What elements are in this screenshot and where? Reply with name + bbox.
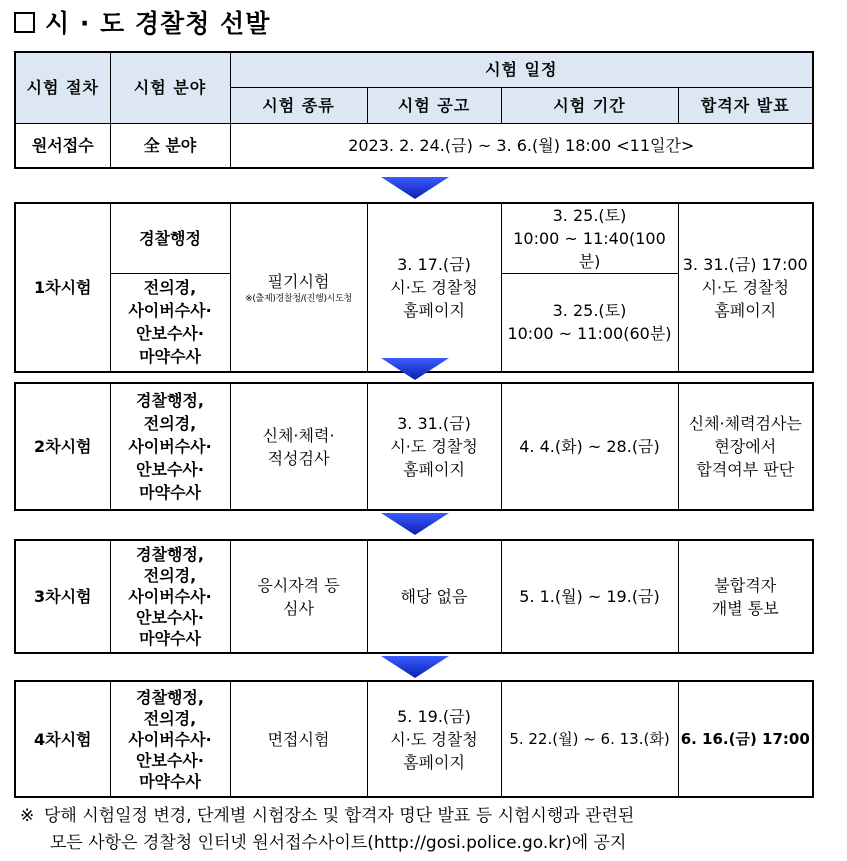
stage1-type: 필기시험 ※(출제)경찰청/(진행)시도청 (230, 203, 367, 372)
header-field: 시험 분야 (110, 52, 230, 123)
stage1-type-note: ※(출제)경찰청/(진행)시도청 (245, 293, 352, 304)
stage1-field-b: 전의경, 사이버수사· 안보수사· 마약수사 (110, 274, 230, 372)
header-schedule: 시험 일정 (230, 52, 813, 87)
stage3-notice: 해당 없음 (367, 540, 501, 653)
stage4-type: 면접시험 (230, 681, 367, 797)
stage3-table (14, 539, 814, 654)
stage3-type: 응시자격 등 심사 (230, 540, 367, 653)
stage4-label: 4차시험 (15, 681, 110, 797)
footnote-mark: ※ (20, 806, 35, 826)
stage4-period: 5. 22.(월) ~ 6. 13.(화) (501, 681, 678, 797)
schedule-header-table (14, 51, 814, 169)
stage4-notice: 5. 19.(금) 시·도 경찰청 홈페이지 (367, 681, 501, 797)
header-announce: 합격자 발표 (678, 87, 813, 123)
application-period: 2023. 2. 24.(금) ~ 3. 6.(월) 18:00 <11일간> (230, 123, 813, 168)
stage3-announce: 불합격자 개별 통보 (678, 540, 813, 653)
stage1-announce: 3. 31.(금) 17:00 시·도 경찰청 홈페이지 (678, 203, 813, 372)
footnote-line2: 모든 사항은 경찰청 인터넷 원서접수사이트(http://gosi.police.go.kr)에 공지 (50, 833, 627, 853)
stage3-field: 경찰행정, 전의경, 사이버수사· 안보수사· 마약수사 (110, 540, 230, 653)
header-procedure: 시험 절차 (15, 52, 110, 123)
stage1-field-a: 경찰행정 (110, 203, 230, 274)
stage2-label: 2차시험 (15, 383, 110, 510)
stage1-notice: 3. 17.(금) 시·도 경찰청 홈페이지 (367, 203, 501, 372)
application-field: 全 분야 (110, 123, 230, 168)
stage4-table (14, 680, 814, 798)
stage2-period: 4. 4.(화) ~ 28.(금) (501, 383, 678, 510)
stage4-field: 경찰행정, 전의경, 사이버수사· 안보수사· 마약수사 (110, 681, 230, 797)
stage2-notice: 3. 31.(금) 시·도 경찰청 홈페이지 (367, 383, 501, 510)
stage1-table (14, 202, 814, 373)
stage2-type: 신체·체력· 적성검사 (230, 383, 367, 510)
down-arrow-icon (381, 656, 449, 678)
footnote (20, 803, 830, 857)
application-label: 원서접수 (15, 123, 110, 168)
stage2-announce: 신체·체력검사는 현장에서 합격여부 판단 (678, 383, 813, 510)
stage1-period-a: 3. 25.(토) 10:00 ~ 11:40(100분) (501, 203, 678, 274)
stage3-label: 3차시험 (15, 540, 110, 653)
stage1-period-b: 3. 25.(토) 10:00 ~ 11:00(60분) (501, 274, 678, 372)
stage3-period: 5. 1.(월) ~ 19.(금) (501, 540, 678, 653)
header-period: 시험 기간 (501, 87, 678, 123)
down-arrow-icon (381, 513, 449, 535)
stage2-field: 경찰행정, 전의경, 사이버수사· 안보수사· 마약수사 (110, 383, 230, 510)
down-arrow-icon (381, 177, 449, 199)
header-type: 시험 종류 (230, 87, 367, 123)
page-title: 시 · 도 경찰청 선발 (14, 4, 270, 40)
stage2-table (14, 382, 814, 511)
down-arrow-icon (381, 358, 449, 380)
stage4-announce: 6. 16.(금) 17:00 (678, 681, 813, 797)
footnote-line1: 당해 시험일정 변경, 단계별 시험장소 및 합격자 명단 발표 등 시험시행과 관련된 (44, 806, 635, 826)
square-box-icon (14, 12, 35, 33)
header-notice: 시험 공고 (367, 87, 501, 123)
stage1-label: 1차시험 (15, 203, 110, 372)
